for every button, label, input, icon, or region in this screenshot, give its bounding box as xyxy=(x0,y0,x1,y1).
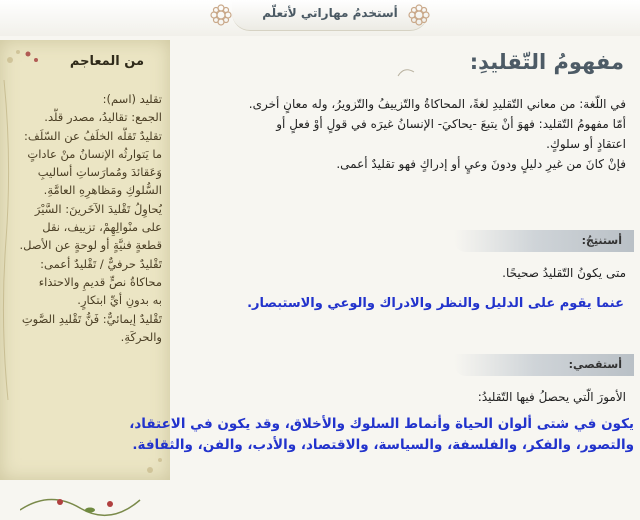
definition-line: في اللّغة: من معاني التّقليدِ لغةً، المحاكاةُ والتّزييفُ والتّزويرُ، وله معانٍ أخرى. xyxy=(248,97,626,111)
definition-text xyxy=(180,94,626,174)
dictionary-entries xyxy=(8,90,162,346)
dictionary-line: تَقْليدٌ حرفيٌّ / تَقْليدٌ أعمى: xyxy=(40,256,162,271)
dictionary-line: يُحاوِلُ تَقْليدَ الآخَرينَ: السَّيْرَ xyxy=(34,201,162,216)
deduce-label xyxy=(454,230,634,252)
dictionary-line: السُّلوكِ ومَظاهرِهِ العامَّةِ. xyxy=(43,183,162,198)
deduce-label-text: أستنتِجُ: xyxy=(581,234,622,247)
investigate-label-text: أستقصي: xyxy=(568,358,622,371)
dictionary-line: به بدونِ أيِّ ابتكارٍ. xyxy=(77,293,162,308)
dictionary-line: محاكاةُ نصٍّ قديمٍ والاحتذاء xyxy=(38,274,162,289)
dictionary-line: تَقْليدٌ إيمائيٌّ: فَنُّ تَقْليدِ الصَّوتِ xyxy=(21,311,162,326)
investigate-answer-line: يكون في شتى ألوان الحياة وأنماط السلوك والأخلاق، وقد يكون في الاعتقاد، xyxy=(129,416,634,432)
rosette-ornament-icon xyxy=(406,2,432,28)
header-tab xyxy=(232,0,428,31)
section-title: مفهومُ التّقليدِ: xyxy=(469,50,624,74)
dictionary-line: على منْوالِهِمْ، تزييف، نقل xyxy=(42,220,162,235)
investigate-answer xyxy=(6,414,634,456)
definition-line: فإنْ كانَ من غيرِ دليلٍ ودونَ وعيٍ أو إدراكٍ فهو تقليدٌ أعمى. xyxy=(336,157,626,171)
dictionary-line: تقليدٌ تَقلَّه الخلَفُ عن السّلَف: xyxy=(24,128,162,143)
dictionary-line: ما يَتوارثُه الإنسانُ منْ عاداتٍ xyxy=(27,146,162,161)
dictionary-line: تقليد (اسم): xyxy=(102,92,162,106)
flourish-icon xyxy=(396,64,416,80)
investigate-question: الأمورَ الّتي يحصلُ فيها التّقليدُ: xyxy=(477,390,626,404)
dictionary-line: وَعَقائدَ ومُمارَساتِ أساليبِ xyxy=(37,165,162,180)
dictionary-line: الجمع: تقاليدُ، مصدر قلَّد. xyxy=(44,110,162,125)
header-title: أستخدمُ مهاراتي لأتعلّم xyxy=(262,6,398,20)
definition-line: اعتقادٍ أو سلوكٍ. xyxy=(546,137,626,151)
header-bar xyxy=(0,0,640,36)
deduce-question: متى يكونُ التّقليدُ صحيحًا. xyxy=(502,266,626,280)
vine-decoration-icon xyxy=(20,480,160,520)
rosette-ornament-icon xyxy=(208,2,234,28)
definition-line: أمّا مفهومُ التّقليد: فهوَ أنْ يتبعَ -يحاكيَ- الإنسانُ غيرَه في قولٍ أوْ فعلٍ أو xyxy=(276,117,626,131)
investigate-label xyxy=(454,354,634,376)
deduce-answer: عنما يقوم على الدليل والنظر والادراك والوعي والاستبصار. xyxy=(247,296,624,311)
dictionary-title: من المعاجم xyxy=(69,54,144,69)
dictionary-line: والحركَةِ. xyxy=(120,329,162,344)
dictionary-line: قطعةٍ فنيَّةٍ أو لوحةٍ عن الأصل. xyxy=(19,238,162,253)
investigate-answer-line: والتصور، والفكر، والفلسفة، والسياسة، والاقتصاد، والأدب، والفن، والثقافة. xyxy=(132,437,634,453)
